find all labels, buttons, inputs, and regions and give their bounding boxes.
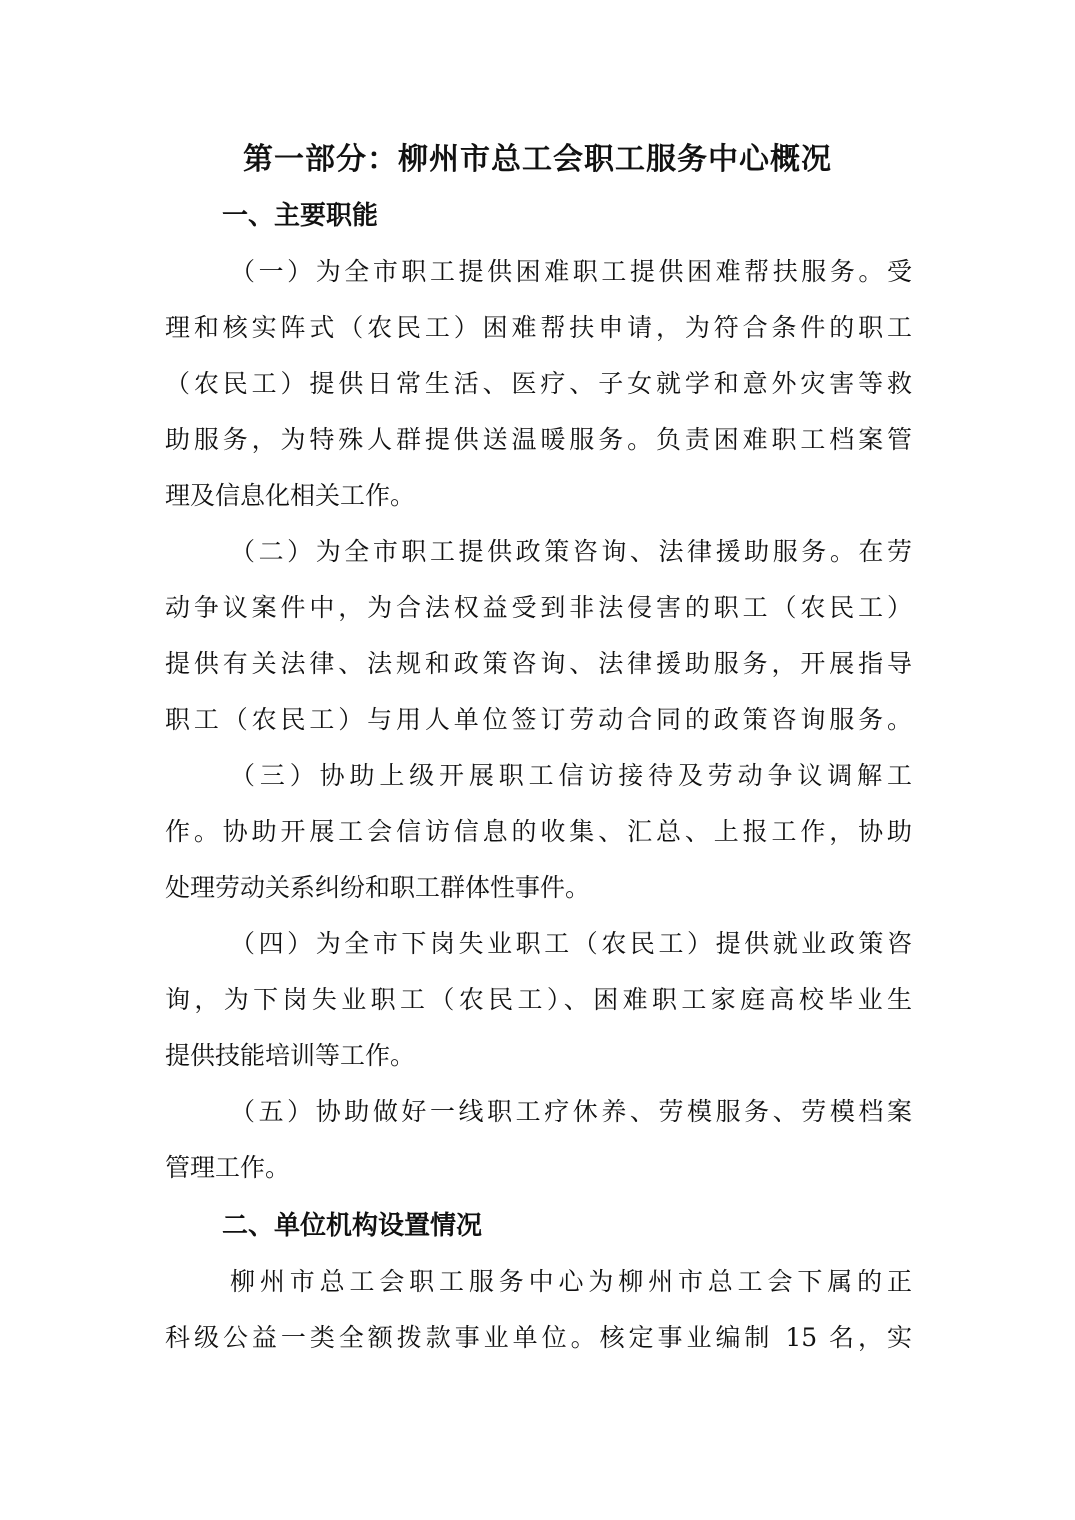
paragraph-line: 管理工作。 xyxy=(165,1153,291,1182)
paragraph-line: （四）为全市下岗失业职工（农民工）提供就业政策咨 xyxy=(230,929,912,958)
paragraph-line: 科级公益一类全额拨款事业单位。核定事业编制 15 名，实 xyxy=(165,1323,912,1352)
paragraph-line: 理和核实阵式（农民工）困难帮扶申请，为符合条件的职工 xyxy=(165,313,912,342)
paragraph-line: （三）协助上级开展职工信访接待及劳动争议调解工 xyxy=(230,761,912,790)
section-heading-organization: 二、单位机构设置情况 xyxy=(222,1211,483,1241)
paragraph-line: （农民工）提供日常生活、医疗、子女就学和意外灾害等救 xyxy=(165,369,912,398)
paragraph-line: （五）协助做好一线职工疗休养、劳模服务、劳模档案 xyxy=(230,1097,912,1126)
document-title: 第一部分：柳州市总工会职工服务中心概况 xyxy=(243,142,832,177)
paragraph-line: 理及信息化相关工作。 xyxy=(165,481,416,510)
paragraph-line: 处理劳动关系纠纷和职工群体性事件。 xyxy=(165,873,591,902)
paragraph-line: 柳州市总工会职工服务中心为柳州市总工会下属的正 xyxy=(230,1267,912,1296)
paragraph-line: （一）为全市职工提供困难职工提供困难帮扶服务。受 xyxy=(230,257,912,286)
paragraph-line: 提供技能培训等工作。 xyxy=(165,1041,416,1070)
section-heading-main-functions: 一、主要职能 xyxy=(222,201,379,231)
paragraph-line: 职工（农民工）与用人单位签订劳动合同的政策咨询服务。 xyxy=(165,705,912,734)
paragraph-line: 作。协助开展工会信访信息的收集、汇总、上报工作，协助 xyxy=(165,817,912,846)
paragraph-line: 询，为下岗失业职工（农民工）、困难职工家庭高校毕业生 xyxy=(165,985,912,1014)
paragraph-line: 提供有关法律、法规和政策咨询、法律援助服务，开展指导 xyxy=(165,649,912,678)
paragraph-line: 动争议案件中，为合法权益受到非法侵害的职工（农民工） xyxy=(165,593,912,622)
paragraph-line: （二）为全市职工提供政策咨询、法律援助服务。在劳 xyxy=(230,537,912,566)
paragraph-line: 助服务，为特殊人群提供送温暖服务。负责困难职工档案管 xyxy=(165,425,912,454)
